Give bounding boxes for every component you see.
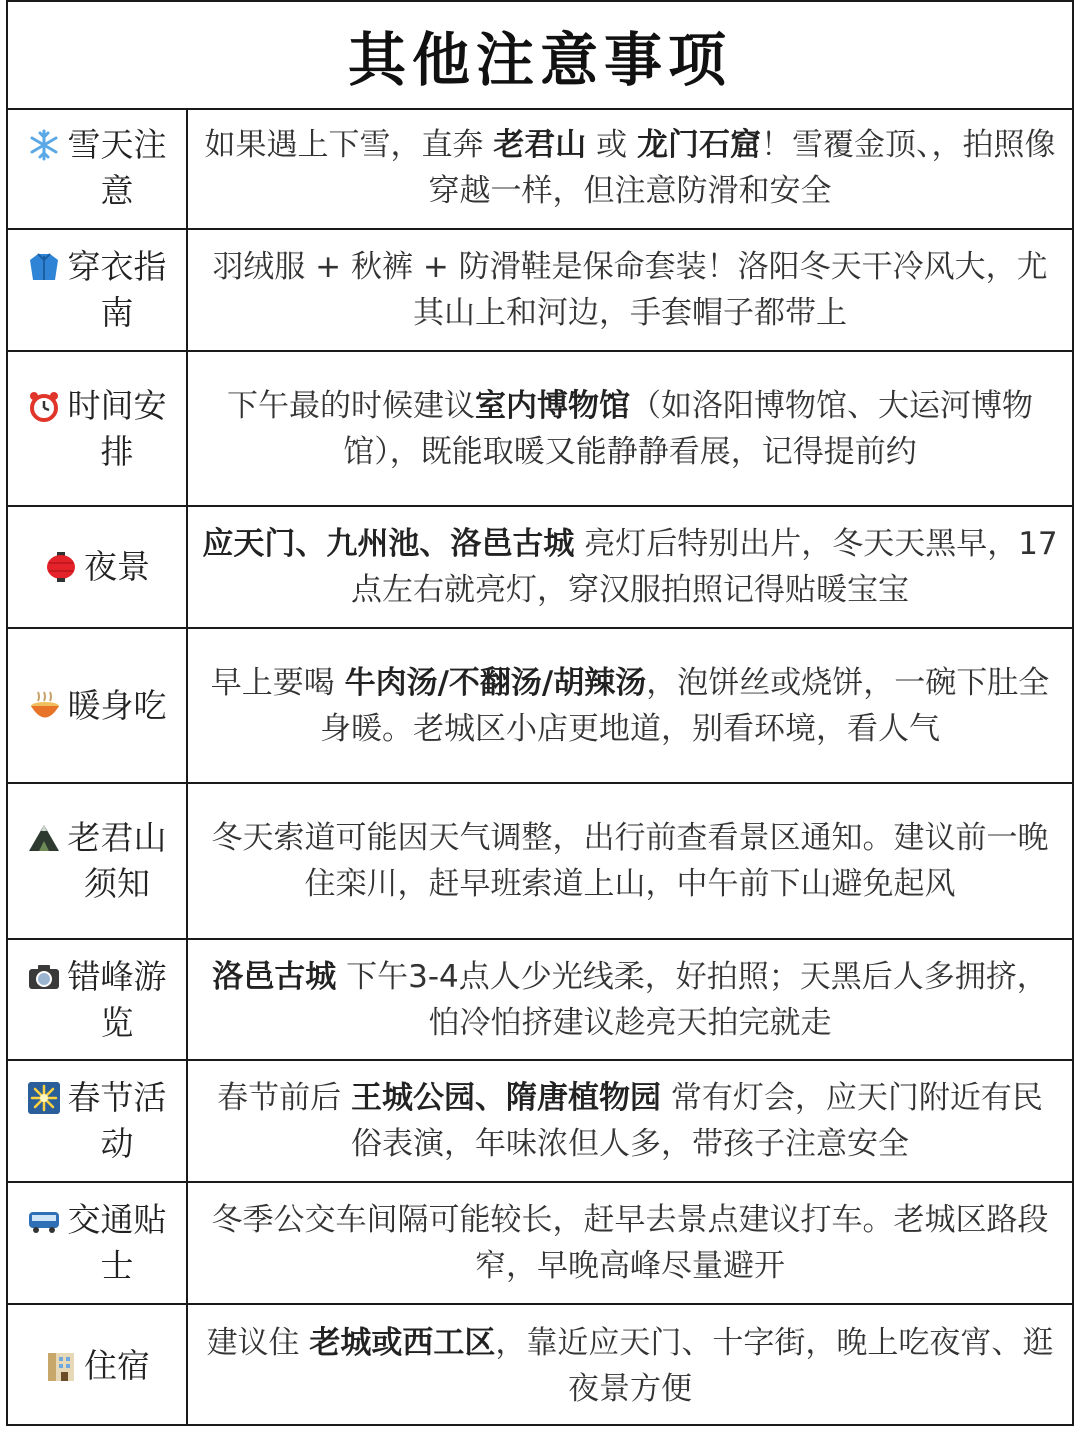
row-label: 老君山须知 <box>67 818 167 903</box>
table-row <box>8 230 1072 352</box>
row-description-cell <box>188 1061 1072 1181</box>
row-label: 交通贴士 <box>67 1200 167 1285</box>
table-row <box>8 1183 1072 1305</box>
coat-icon <box>27 250 61 284</box>
description-text: 建议住 <box>206 1324 310 1361</box>
row-category <box>27 954 167 1046</box>
description-text: 亮灯后特别出片，冬天天黑早，17点左右就亮灯，穿汉服拍照记得贴暖宝宝 <box>351 526 1058 608</box>
row-description-cell <box>188 507 1072 627</box>
description-text: 早上要喝 <box>210 664 345 701</box>
description-text: 下午3-4点人少光线柔，好拍照；天黑后人多拥挤，怕冷怕挤建议趁亮天拍完就走 <box>336 958 1048 1041</box>
table-row <box>8 352 1072 507</box>
row-category-cell <box>8 507 188 627</box>
row-description <box>202 383 1058 475</box>
row-description-cell <box>188 352 1072 505</box>
camera-icon <box>27 960 61 994</box>
row-label: 夜景 <box>84 547 150 586</box>
row-label: 暖身吃 <box>67 685 167 725</box>
row-category <box>44 1343 150 1389</box>
lantern-icon <box>44 550 78 584</box>
highlight-text: 老城或西工区 <box>309 1324 496 1361</box>
row-category-cell <box>8 230 188 350</box>
table-row <box>8 629 1072 784</box>
description-text: 冬天索道可能因天气调整，出行前查看景区通知。建议前一晚住栾川，赶早班索道上山，中午前下山避免起风 <box>211 820 1049 902</box>
row-description <box>202 244 1058 336</box>
row-category <box>27 815 167 907</box>
row-description <box>202 815 1058 907</box>
description-text: （如洛阳博物馆、大运河博物馆），既能取暖又能静静看展，记得提前约 <box>343 387 1033 470</box>
row-label: 时间安排 <box>67 385 167 471</box>
mountain-icon <box>27 821 61 855</box>
row-category-cell <box>8 1061 188 1181</box>
notes-table <box>6 0 1074 1426</box>
table-row <box>8 1305 1072 1426</box>
row-category-cell <box>8 352 188 505</box>
row-label: 春节活动 <box>67 1078 167 1163</box>
highlight-text: 牛肉汤/不翻汤/胡辣汤 <box>344 664 647 701</box>
highlight-text: 老君山 <box>493 127 587 163</box>
row-category <box>44 544 150 590</box>
description-text: 羽绒服 + 秋裤 + 防滑鞋是保命套装！洛阳冬天干冷风大，尤其山上和河边，手套帽子都带上 <box>212 249 1048 331</box>
highlight-text: 室内博物馆 <box>475 387 630 424</box>
description-text: 春节前后 <box>217 1080 351 1116</box>
row-category <box>27 383 167 475</box>
row-description-cell <box>188 629 1072 782</box>
highlight-text: 王城公园、隋唐植物园 <box>351 1080 661 1116</box>
description-text: ，靠近应天门、十字街，晚上吃夜宵、逛夜景方便 <box>495 1324 1054 1407</box>
row-category <box>28 683 167 729</box>
description-text: 如果遇上下雪，直奔 <box>204 127 494 163</box>
highlight-text: 应天门、九州池、洛邑古城 <box>202 526 575 562</box>
noodle-bowl-icon <box>28 689 62 723</box>
row-category-cell <box>8 108 188 228</box>
row-description-cell <box>188 230 1072 350</box>
row-category-cell <box>8 940 188 1059</box>
table-row <box>8 108 1072 230</box>
row-category <box>27 244 167 336</box>
description-text: 或 <box>586 127 638 163</box>
description-text: 下午最的时候建议 <box>227 387 475 424</box>
row-description <box>202 1320 1058 1412</box>
description-text: 冬季公交车间隔可能较长，赶早去景点建议打车。老城区路段窄，早晚高峰尽量避开 <box>211 1202 1049 1284</box>
table-row <box>8 784 1072 940</box>
row-description-cell <box>188 784 1072 938</box>
description-text: ，泡饼丝或烧饼，一碗下肚全身暖。老城区小店更地道，别看环境，看人气 <box>320 664 1050 747</box>
highlight-text: 洛邑古城 <box>212 958 337 995</box>
highlight-text: 龙门石窟 <box>637 127 762 163</box>
row-description <box>202 521 1058 613</box>
row-description-cell <box>188 1305 1072 1426</box>
hotel-icon <box>44 1349 78 1383</box>
description-text: 常有灯会，应天门附近有民俗表演，年味浓但人多，带孩子注意安全 <box>351 1080 1043 1162</box>
row-description-cell <box>188 108 1072 228</box>
row-description <box>202 954 1058 1046</box>
alarm-clock-icon <box>27 389 61 423</box>
row-category-cell <box>8 629 188 782</box>
row-category-cell <box>8 784 188 938</box>
row-description-cell <box>188 940 1072 1059</box>
row-label: 穿衣指南 <box>67 247 167 332</box>
row-description-cell <box>188 1183 1072 1303</box>
row-category <box>27 122 167 214</box>
row-category <box>27 1197 167 1289</box>
row-label: 错峰游览 <box>67 956 167 1042</box>
sparkler-icon <box>27 1081 61 1115</box>
table-row <box>8 940 1072 1061</box>
snowflake-icon <box>27 128 61 162</box>
page-title: 其他注意事项 <box>8 2 1072 110</box>
row-category-cell <box>8 1305 188 1426</box>
bus-icon <box>27 1203 61 1237</box>
row-label: 住宿 <box>84 1345 150 1385</box>
row-label: 雪天注意 <box>67 125 167 210</box>
table-row <box>8 1061 1072 1183</box>
description-text: ！雪覆金顶、，拍照像穿越一样，但注意防滑和安全 <box>428 127 1056 209</box>
table-row <box>8 507 1072 629</box>
row-description <box>202 1197 1058 1289</box>
row-description <box>202 1075 1058 1167</box>
row-description <box>202 660 1058 752</box>
row-category <box>27 1075 167 1167</box>
row-category-cell <box>8 1183 188 1303</box>
row-description <box>202 122 1058 214</box>
